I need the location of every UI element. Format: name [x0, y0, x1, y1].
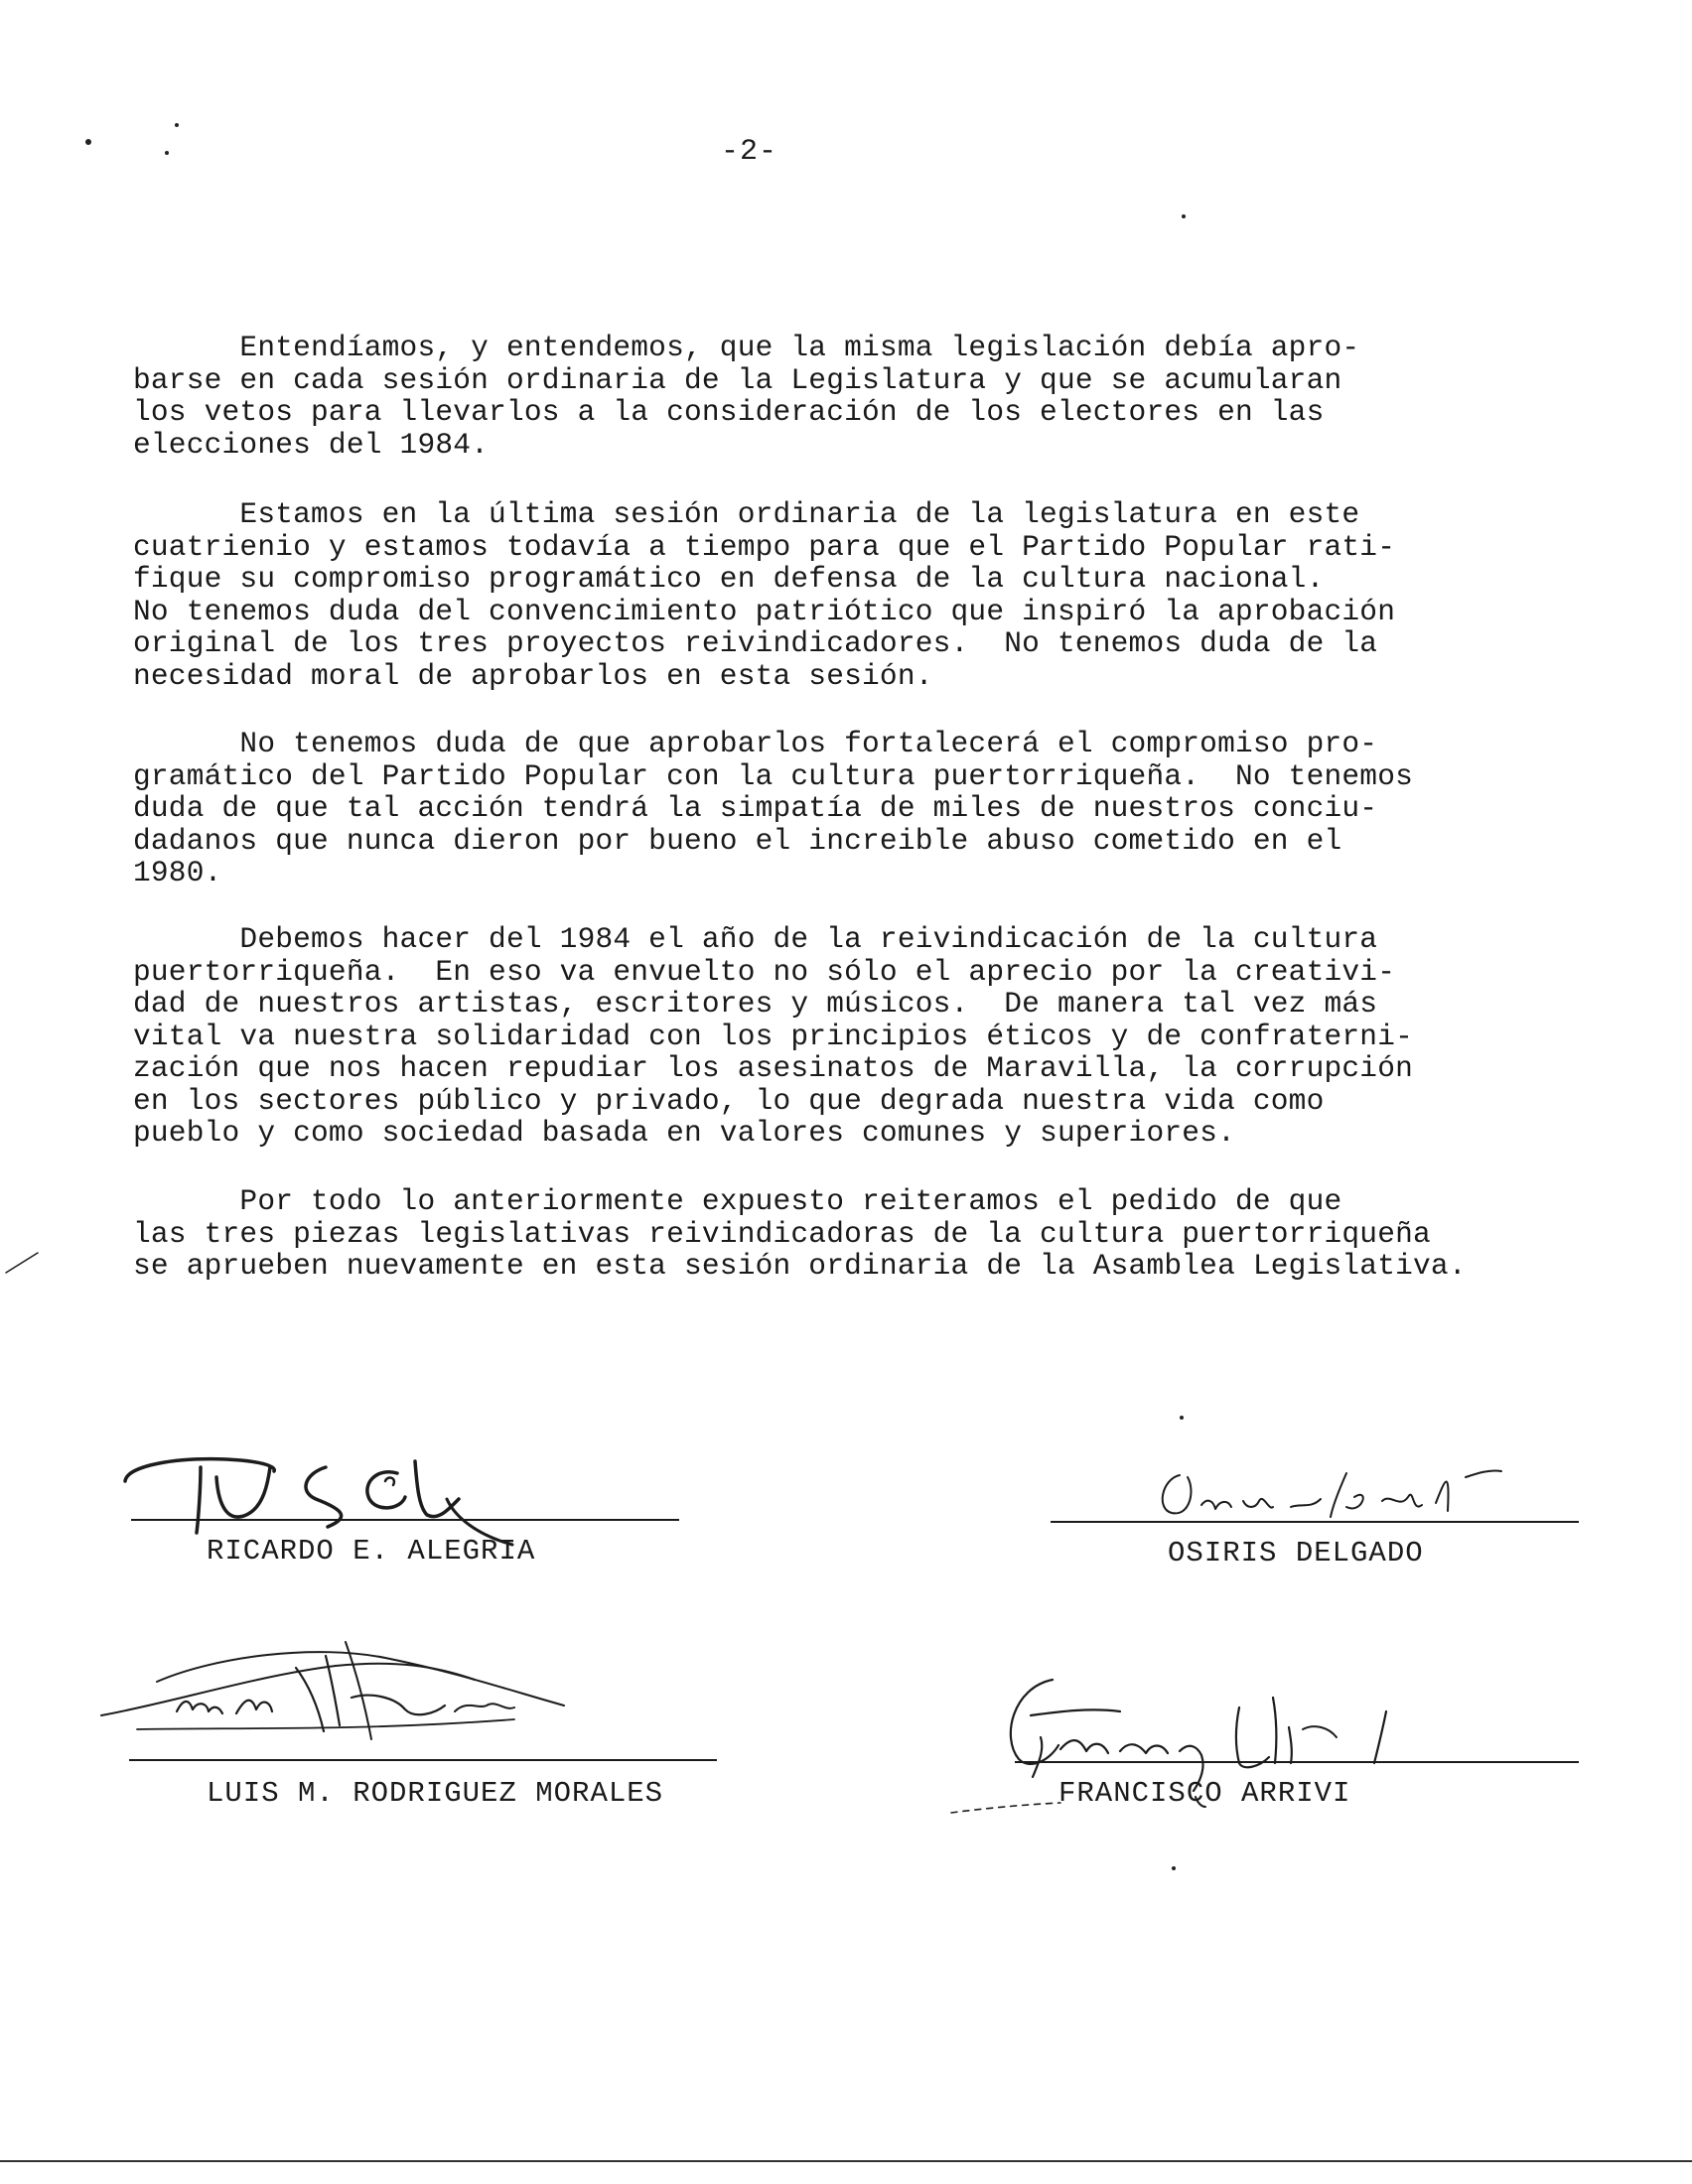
signatory-name-delgado: OSIRIS DELGADO: [1168, 1537, 1424, 1570]
scan-speck: [1172, 1866, 1176, 1870]
handwritten-signature-rodriguez: [97, 1636, 594, 1745]
scan-speck: [1180, 1416, 1184, 1420]
handwritten-signature-arrivi: [941, 1668, 1497, 1837]
signatory-name-rodriguez: LUIS M. RODRIGUEZ MORALES: [207, 1777, 664, 1810]
handwritten-signature-alegria: [117, 1437, 534, 1547]
signature-line-rodriguez: [129, 1759, 717, 1761]
scan-speck: [85, 139, 91, 145]
signature-line-arrivi: [1015, 1761, 1579, 1763]
scan-speck: [165, 151, 169, 155]
margin-mark: [4, 1247, 44, 1277]
signatory-name-alegria: RICARDO E. ALEGRIA: [207, 1535, 536, 1568]
handwritten-signature-delgado: [1152, 1457, 1549, 1527]
paragraph-3: No tenemos duda de que aprobarlos fortalecerá el compromiso pro- gramático del Partido Popular con la cultura puertorriqueña. No tenemos duda de que tal acción tendrá la simpatía de miles de nuestros conciu- dadanos que nunca dieron por bueno el increible abuso cometido en el 1980.: [133, 727, 1414, 889]
bottom-edge-rule: [0, 2160, 1692, 2162]
scan-speck: [175, 123, 179, 127]
scan-speck: [1182, 214, 1186, 218]
paragraph-1: Entendíamos, y entendemos, que la misma legislación debía apro- barse en cada sesión ordinaria de la Legislatura y que se acumularan los vetos para llevarlos a la consideración de los electores en las elecciones del 1984.: [133, 331, 1360, 462]
page-number: -2-: [721, 135, 778, 169]
signature-line-delgado: [1051, 1521, 1579, 1523]
paragraph-2: Estamos en la última sesión ordinaria de la legislatura en este cuatrienio y estamos todavía a tiempo para que el Partido Popular rati- fique su compromiso programático en defensa de la cultura nacional. No tenemos duda del convencimiento patriótico que inspiró la aprobación original de los tres proyectos reivindicadores. No tenemos duda de la necesidad moral de aprobarlos en esta sesión.: [133, 497, 1396, 693]
signatory-name-arrivi: FRANCISCO ARRIVI: [1058, 1777, 1351, 1810]
paragraph-4: Debemos hacer del 1984 el año de la reivindicación de la cultura puertorriqueña. En eso va envuelto no sólo el aprecio por la creativi- dad de nuestros artistas, escritores y músicos. De manera tal vez más vital va nuestra solidaridad con los principios éticos y de confraterni- zación que nos hacen repudiar los asesinatos de Maravilla, la corrupción en los sectores público y privado, lo que degrada nuestra vida como pueblo y como sociedad basada en valores comunes y superiores.: [133, 922, 1414, 1150]
paragraph-5: Por todo lo anteriormente expuesto reiteramos el pedido de que las tres piezas legislativas reivindicadoras de la cultura puertorriqueña se aprueben nuevamente en esta sesión ordinaria de la Asamblea Legislativa.: [133, 1184, 1467, 1283]
signature-line-alegria: [131, 1519, 679, 1521]
